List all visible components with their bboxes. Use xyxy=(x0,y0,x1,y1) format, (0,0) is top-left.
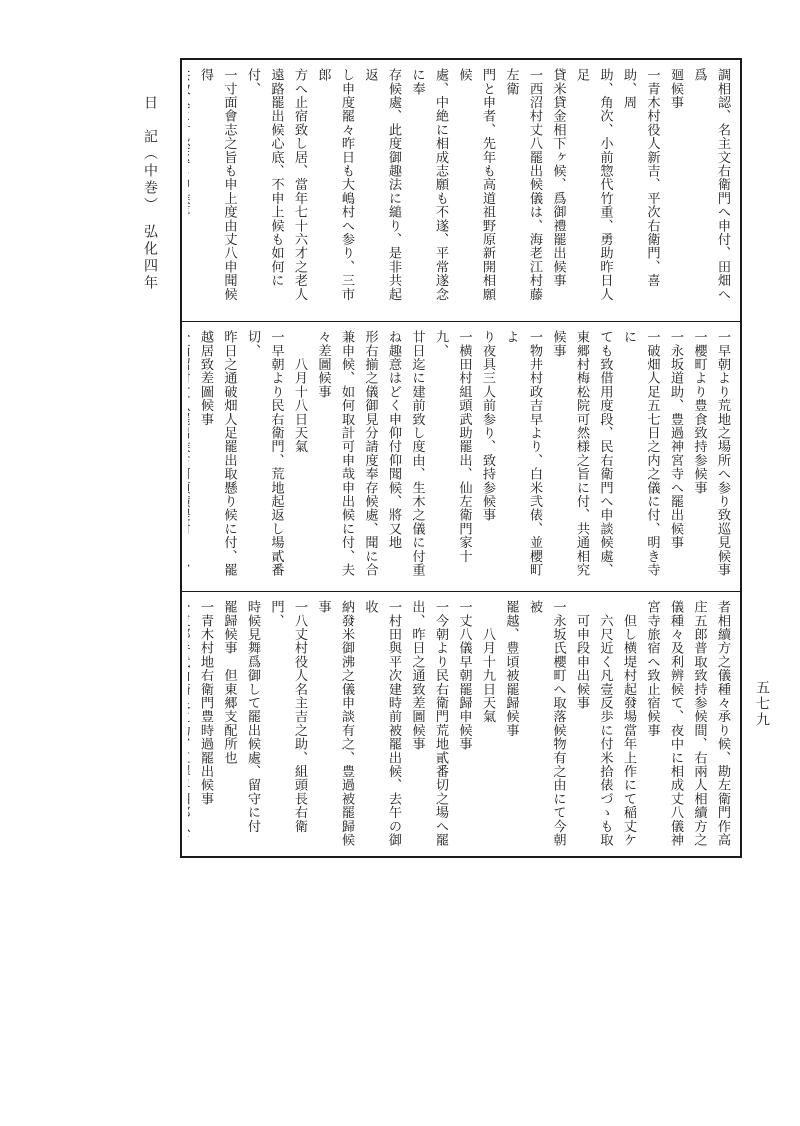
running-head: 日 記（中巻） 弘化四年 xyxy=(142,95,158,292)
upper-tier-text: 調相認、名主文右衛門へ申付、田畑へ爲 廻候事 一青木村役人新吉、平次右衛門、喜助、周 助、角次、小前惣代竹重、勇助昨日人足 貸米貸金相下ヶ候、爲御禮罷出候事 一西沼村丈八罷出候儀は、海老江村藤左衛 門と申者、先年も高道祖野原新開相願候 處、中絶に相成志願も不遂、平常遂念に奉 存候處、此度御趣法に縋り、是非共起返 し申度罷々昨日も大嶋村へ参り、三市郎 方へ止宿致し居、當年七十六才之老人 遠路罷出候心底、不申上候も如何に付、 一寸面會志之旨も申上度由丈八申聞候得 xyxy=(198,68,730,301)
upper-tier xyxy=(182,60,740,319)
lower-tier-text: 者相續方之儀種々承り候、勘左衛門作高 庄五郎普取致持参候間、右兩人相續方之 儀種々及利辨候て、夜中に相成丈八儀神 宮寺旅宿へ致止宿候事 但し横堤村起發場當年上作にて稲丈ケ 六尺近く凡壹反歩に付米拾俵づゝも取 可申段申出候事 一永坂氏櫻町へ取落候物有之由にて今朝被 罷越、豊頃被罷歸候事 八月十九日天氣 一丈八儀早朝罷歸申候事 一今朝より民右衛門荒地貳番切之場へ罷 出、昨日之通致差圖候事 一村田與平次建時前被罷出候、去午の御收 納發米御沸之儀申談有之、豊過被罷歸候 事 一八丈村役人名主吉之助、組頭長右衛門、 時候見舞爲御して罷出候處、留守に付 罷歸候事 但東郷支配所也 一青木村地右衛門豊時過罷出候事 xyxy=(198,600,730,847)
middle-tier-text: 一早朝より荒地之場所へ参り致巡見候事 一櫻町より豊食致持参候事 一永坂道助、豊過神宮寺へ罷出候事 一破畑人足五七日之内之儀に付、明き寺に ても致借用度段、民右衛門へ申談候處、 東郷村梅松院可然様之旨に付、共通相究 候事 一物井村政吉早より、白米弐俵、並櫻町よ り夜具三人前参り、致持参候事 一横田村組頭武助罷出、仙左衛門家十九、 廿日迄に建前致し度由、生木之儀に付重 ね趣意はどく申仰付仰聞候、將又地 形右揃之儀御見分請度奉存候處、聞に合 兼申候、如何取計可申哉申出候に付、夫 々差圖候事 八月十八日天氣 一早朝より民右衛門、荒地起返し場貳番切、 昨日之通破畑人足罷出取懸り候に付、罷 越居致差圖候事 xyxy=(198,330,730,577)
lower-tier xyxy=(182,591,740,856)
page-number: 五七九 xyxy=(754,680,770,728)
diary-page-frame xyxy=(180,58,742,858)
middle-tier xyxy=(182,321,740,589)
